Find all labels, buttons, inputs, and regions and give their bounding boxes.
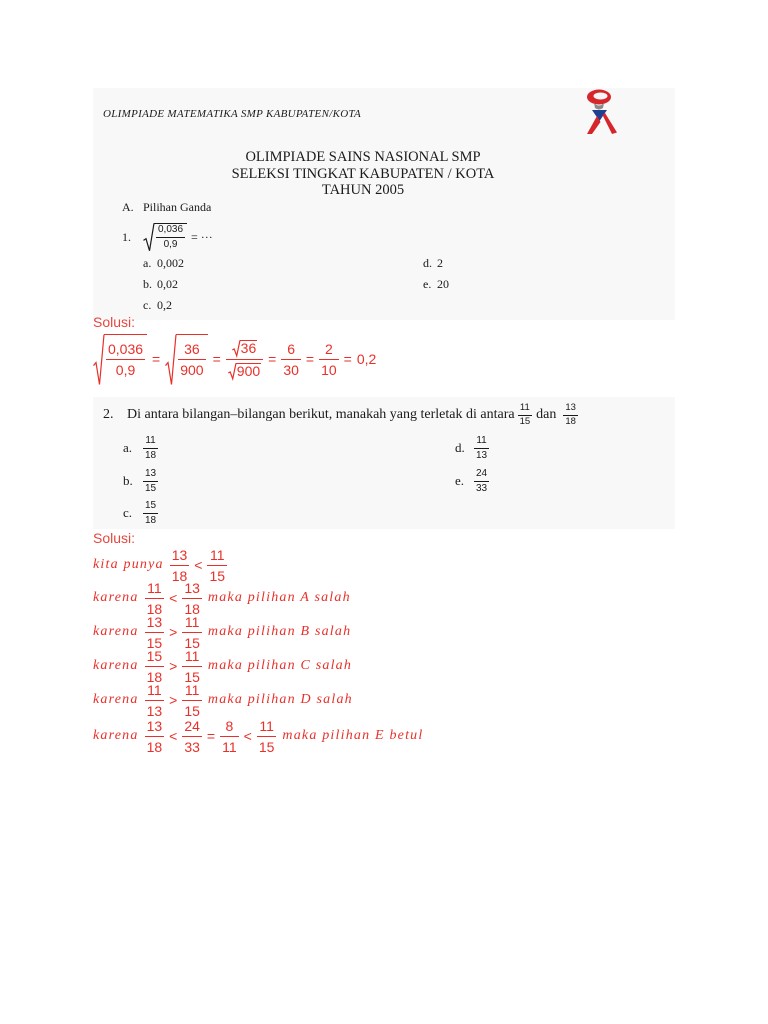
numerator: 13 (146, 613, 163, 630)
fraction (145, 615, 165, 650)
denominator: 18 (145, 514, 157, 526)
numerator: 11 (184, 613, 200, 630)
option-letter: c. (123, 505, 133, 520)
numerator: 2 (324, 340, 333, 357)
conjunction: dan (536, 407, 557, 422)
radicand: 900 (236, 363, 261, 379)
comparison-sign: > (169, 692, 178, 708)
title-line-3: TAHUN 2005 (321, 182, 405, 198)
square-root (93, 334, 147, 385)
denominator (226, 359, 263, 379)
numerator: 11 (210, 546, 225, 563)
square-root (228, 363, 261, 379)
solution1-equation (93, 333, 376, 385)
fraction (178, 342, 205, 377)
question2-option-a (123, 435, 158, 461)
solution2-check-c (93, 648, 352, 684)
question1 (122, 223, 213, 251)
option-letter: d. (423, 256, 432, 270)
radical-sign-icon (93, 334, 104, 385)
question2-option-c (123, 500, 158, 526)
title-line-1: OLIMPIADE SAINS NASIONAL SMP (245, 149, 481, 165)
denominator: 33 (182, 736, 202, 754)
verdict-text: maka pilihan E betul (282, 728, 424, 743)
question1-option-e (423, 277, 449, 291)
verdict-text: maka pilihan D salah (207, 692, 353, 707)
comparison-sign: > (169, 658, 178, 674)
fraction (143, 469, 158, 494)
option-value: 0,2 (157, 298, 172, 312)
fraction (106, 342, 145, 377)
numerator: 11 (147, 681, 162, 698)
question1-option-d (423, 256, 443, 270)
denominator: 15 (257, 736, 277, 754)
numerator: 11 (184, 647, 200, 664)
fraction (220, 719, 239, 754)
reason-word: karena (93, 692, 139, 707)
denominator: 15 (182, 666, 202, 684)
equals-sign: = (206, 728, 216, 744)
option-value: 0,002 (157, 256, 184, 270)
numerator: 13 (171, 546, 188, 563)
option-letter: a. (123, 440, 133, 455)
numerator: 13 (146, 717, 163, 734)
denominator: 15 (145, 482, 157, 494)
reason-word: karena (93, 624, 139, 639)
reason-word: karena (93, 728, 139, 743)
denominator: 15 (182, 632, 202, 650)
fraction (143, 501, 158, 526)
radicand (104, 334, 147, 385)
numerator (226, 340, 263, 359)
option-letter: c. (143, 298, 152, 312)
olympiad-figure-logo-icon (581, 88, 617, 134)
numerator: 13 (565, 402, 576, 413)
question1-option-b (143, 277, 178, 291)
question2-option-b (123, 468, 158, 494)
numerator: 11 (259, 717, 274, 734)
fraction (156, 225, 185, 250)
solution2-check-b (93, 614, 351, 650)
comparison-sign: < (169, 728, 178, 744)
equals-sign: = (212, 351, 221, 367)
square-root (143, 223, 187, 251)
fraction (563, 403, 578, 427)
fraction-of-roots (226, 340, 263, 379)
numerator: 11 (184, 681, 200, 698)
numerator: 11 (147, 579, 162, 596)
verdict-text: maka pilihan A salah (207, 590, 351, 605)
denominator: 18 (170, 565, 190, 583)
fraction (182, 581, 202, 616)
question2 (103, 403, 578, 427)
fraction (182, 649, 202, 684)
fraction (170, 548, 190, 583)
radicand (176, 334, 207, 385)
numerator: 0,036 (108, 341, 144, 357)
radicand (154, 223, 187, 251)
solution2-check-e (93, 718, 423, 754)
denominator: 0,9 (106, 359, 145, 377)
question2-option-e (455, 468, 489, 494)
numerator: 13 (145, 467, 157, 479)
question-number: 1. (122, 229, 131, 244)
fraction (182, 683, 202, 718)
reason-word: karena (93, 590, 139, 605)
comparison-sign: > (169, 624, 178, 640)
option-value: 0,02 (157, 277, 178, 291)
running-header: OLIMPIADE MATEMATIKA SMP KABUPATEN/KOTA (103, 108, 362, 120)
equals-ellipsis: = ··· (191, 229, 213, 244)
radical-sign-icon (228, 363, 236, 379)
numerator: 11 (519, 402, 530, 413)
denominator: 33 (476, 482, 488, 494)
verdict-text: maka pilihan B salah (207, 624, 352, 639)
solution2-check-d (93, 682, 353, 718)
section-letter: A. (122, 200, 134, 214)
square-root (165, 334, 207, 385)
fraction (145, 683, 165, 718)
fraction (182, 615, 202, 650)
solution2-check-a (93, 580, 351, 616)
option-value: 20 (437, 277, 449, 291)
numerator: 36 (184, 341, 200, 357)
denominator: 11 (220, 736, 239, 754)
numerator: 11 (476, 434, 487, 446)
fraction (281, 342, 301, 377)
solution2-label: Solusi: (93, 530, 136, 546)
comparison-sign: < (194, 557, 203, 573)
numerator: 24 (184, 717, 200, 734)
option-letter: b. (123, 473, 133, 488)
radical-sign-icon (143, 223, 154, 251)
fraction (143, 436, 158, 461)
numerator: 11 (145, 434, 156, 446)
numerator: 13 (184, 579, 200, 596)
denominator: 10 (319, 359, 339, 377)
premise-words: kita punya (93, 557, 164, 572)
fraction (319, 342, 339, 377)
radical-sign-icon (165, 334, 176, 385)
fraction (182, 719, 202, 754)
denominator: 18 (145, 598, 165, 616)
comparison-sign: < (243, 728, 252, 744)
numerator: 15 (146, 647, 163, 664)
denominator: 18 (145, 449, 157, 461)
result-value: 0,2 (356, 351, 377, 367)
option-letter: b. (143, 277, 152, 291)
radical-sign-icon (232, 340, 240, 356)
denominator: 15 (207, 565, 227, 583)
option-letter: d. (455, 440, 465, 455)
equals-sign: = (343, 351, 352, 367)
equals-sign: = (152, 351, 161, 367)
fraction (145, 649, 165, 684)
question2-option-d (455, 435, 489, 461)
question1-option-c (143, 298, 172, 312)
denominator: 900 (178, 359, 205, 377)
equals-sign: = (305, 351, 315, 367)
reason-word: karena (93, 658, 139, 673)
title-line-2: SELEKSI TINGKAT KABUPATEN / KOTA (231, 165, 495, 182)
denominator: 15 (145, 632, 165, 650)
comparison-sign: < (169, 590, 178, 606)
fraction (145, 581, 165, 616)
denominator: 13 (145, 700, 165, 718)
fraction (207, 548, 227, 583)
fraction (145, 719, 165, 754)
denominator: 15 (519, 416, 531, 427)
solution1-label: Solusi: (93, 314, 136, 330)
numerator: 8 (225, 717, 234, 734)
question-number: 2. (103, 407, 114, 422)
option-letter: e. (455, 473, 465, 488)
denominator: 18 (145, 666, 165, 684)
equals-sign: = (268, 351, 277, 367)
denominator: 30 (281, 359, 301, 377)
fraction (518, 403, 533, 427)
fraction (474, 469, 489, 494)
exam-title (163, 149, 563, 199)
radicand: 36 (240, 340, 257, 356)
question-text: Di antara bilangan–bilangan berikut, manakah yang terletak di antara (127, 407, 515, 422)
numerator: 0,036 (158, 224, 184, 235)
option-value: 2 (437, 256, 443, 270)
option-letter: e. (423, 277, 432, 291)
option-letter: a. (143, 256, 152, 270)
square-root (232, 340, 258, 356)
denominator: 13 (476, 449, 488, 461)
question1-option-a (143, 256, 184, 270)
fraction (474, 436, 489, 461)
denominator: 0,9 (156, 237, 185, 250)
solution2-premise (93, 547, 227, 583)
section-name: Pilihan Ganda (143, 200, 212, 214)
denominator: 18 (565, 416, 576, 427)
numerator: 6 (287, 340, 296, 357)
numerator: 24 (476, 467, 488, 479)
section-heading (122, 200, 211, 214)
numerator: 15 (145, 499, 157, 511)
denominator: 18 (182, 598, 202, 616)
denominator: 15 (182, 700, 202, 718)
verdict-text: maka pilihan C salah (207, 658, 353, 673)
fraction (257, 719, 277, 754)
denominator: 18 (145, 736, 165, 754)
